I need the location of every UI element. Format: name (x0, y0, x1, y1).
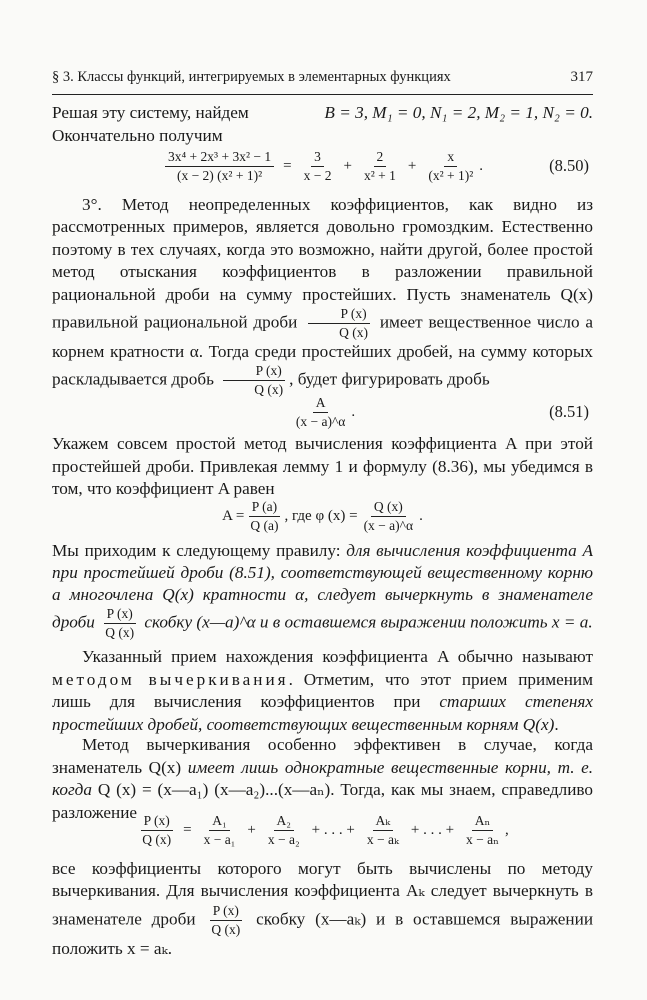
paragraph-rule: Мы приходим к следующему правилу: для вычисления коэффициента A при простейшей дроби (8.51), соответствующей вещественному корню a многочлена Q(x) кратности α, следует вычеркнуть в знаменателе дроби $\frac{P (x)}{Q (x)}$ скобку (x—a)^α и в оставшемся выражении положить x = a. (52, 541, 593, 640)
equation-number: (8.51) (549, 401, 589, 421)
paragraph-crossing-out: Указанный прием нахождения коэффициента A обычно называют методом вычеркивания. Отметим, что этот прием применим лишь для вычисления коэффициентов при старших степенях простейших дробей, соответствующих вещественным корням Q(x). (52, 647, 594, 734)
fraction-p-over-q-rule: $\frac{P (x)}{Q (x)}$ (105, 606, 135, 640)
solution-conclusion: Окончательно получим (52, 125, 223, 145)
fraction-p-over-q-2: $\frac{P (x)}{Q (x)}$ (221, 363, 286, 398)
fraction-term-n: $\frac{\text{Aₙ}}{\text{x − aₙ}}$ (466, 812, 499, 847)
equation-8-51: $\frac{A}{(x - a)\^{}\alpha}$ . (8.51) (52, 392, 593, 432)
paragraph-simple-method: Укажем совсем простой метод вычисления коэффициента A при этой простейшей дроби. Привлекая лемму 1 и формулу (8.36), мы убедимся в том, что коэффициент A равен (52, 434, 593, 499)
fraction-lhs: $\frac{P (x)}{Q (x)}$ (142, 812, 172, 847)
fraction-a-over-power: $\frac{A}{(x - a)\^{}\alpha}$ (295, 394, 346, 429)
fraction-term-1: $\frac{\text{A₁}}{\text{x − a₁}}$ (203, 812, 236, 847)
fraction-term-1: $\frac{3}{x - 2}$ (303, 148, 332, 183)
page-number: 317 (570, 69, 593, 85)
paragraph-solution (52, 102, 593, 147)
solution-values: B = 3, M₁ = 0, N₁ = 2, M₂ = 1, N₂ = 0. (324, 103, 593, 122)
paragraph-conclusion: все коэффициенты которого могут быть вычислены по методу вычеркивания. Для вычисления коэффициента Aₖ следует вычеркнуть в знаменателе дроби $\frac{P (x)}{Q (x)}$ скобку (x—aₖ) и в оставшемся выражении положить x = aₖ. (52, 859, 594, 958)
fraction-p-over-q-a: $\frac{P (a)}{Q (a)}$ (250, 498, 279, 533)
fraction-p-over-q-final: $\frac{P (x)}{Q (x)}$ (211, 902, 241, 937)
equation-8-50: $\frac{\text{3x⁴ + 2x³ + 3x² − 1}}{\text{(x − 2) (x² + 1)²}}$ = $\frac{3}{x - 2}$ + $\frac{2}{\text{x² + 1}}$ + $\frac{x}{\text{(x² + 1)²}}$ . (8.50) (52, 146, 593, 186)
fraction-term-k: $\frac{\text{Aₖ}}{\text{x − aₖ}}$ (366, 812, 399, 847)
paragraph-simple-roots: Метод вычеркивания особенно эффективен в случае, когда знаменатель Q(x) имеет лишь однократные вещественные корни, т. е. когда Q (x) = (x—a₁) (x—a₂)...(x—aₙ). Тогда, как мы знаем, справедливо разложение (52, 735, 594, 822)
fraction-p-over-q: $\frac{P (x)}{Q (x)}$ (306, 306, 371, 341)
solution-lead: Решая эту систему, найдем (52, 103, 249, 122)
running-header (52, 66, 593, 95)
equation-expansion: $\frac{P (x)}{Q (x)}$ = $\frac{\text{A₁}}{\text{x − a₁}}$ + $\frac{\text{A₂}}{\text{x − a₂}}$ + . . . + $\frac{\text{Aₖ}}{\text{x − aₖ}}$ + . . . + $\frac{\text{Aₙ}}{\text{x − aₙ}}$ , (52, 808, 593, 852)
section-title: § 3. Классы функций, интегрируемых в элементарных функциях (52, 69, 451, 85)
equation-number: (8.50) (549, 155, 589, 175)
fraction-lhs: $\frac{\text{3x⁴ + 2x³ + 3x² − 1}}{\text{(x − 2) (x² + 1)²}}$ (165, 149, 274, 184)
fraction-term-2: $\frac{\text{A₂}}{\text{x − a₂}}$ (267, 812, 300, 847)
fraction-term-2: $\frac{2}{\text{x² + 1}}$ (363, 148, 396, 183)
fraction-term-3: $\frac{x}{\text{(x² + 1)²}}$ (428, 148, 474, 183)
fraction-q-over-power: $\frac{Q (x)}{(x - a)\^{}\alpha}$ (363, 498, 414, 533)
equation-coefficient-a: A = $\frac{P (a)}{Q (a)}$ , где φ (x) = $\frac{Q (x)}{(x - a)\^{}\alpha}$ . (222, 498, 423, 533)
paragraph-method: 3°. Метод неопределенных коэффициентов, как видно из рассмотренных примеров, является довольно громоздким. Естественно поэтому в тех случаях, когда это возможно, найти другой, более простой метод отыскания коэффициентов в разложении правильной рациональной дроби на сумму простейших. Пусть знаменатель Q(x) правильной рациональной дроби $\frac{P (x)}{Q (x)}$ имеет вещественное число a корнем кратности α. Тогда среди простейших дробей, на сумму которых раскладывается дробь $\frac{P (x)}{Q (x)}$ , будет фигурировать дробь (52, 195, 594, 398)
